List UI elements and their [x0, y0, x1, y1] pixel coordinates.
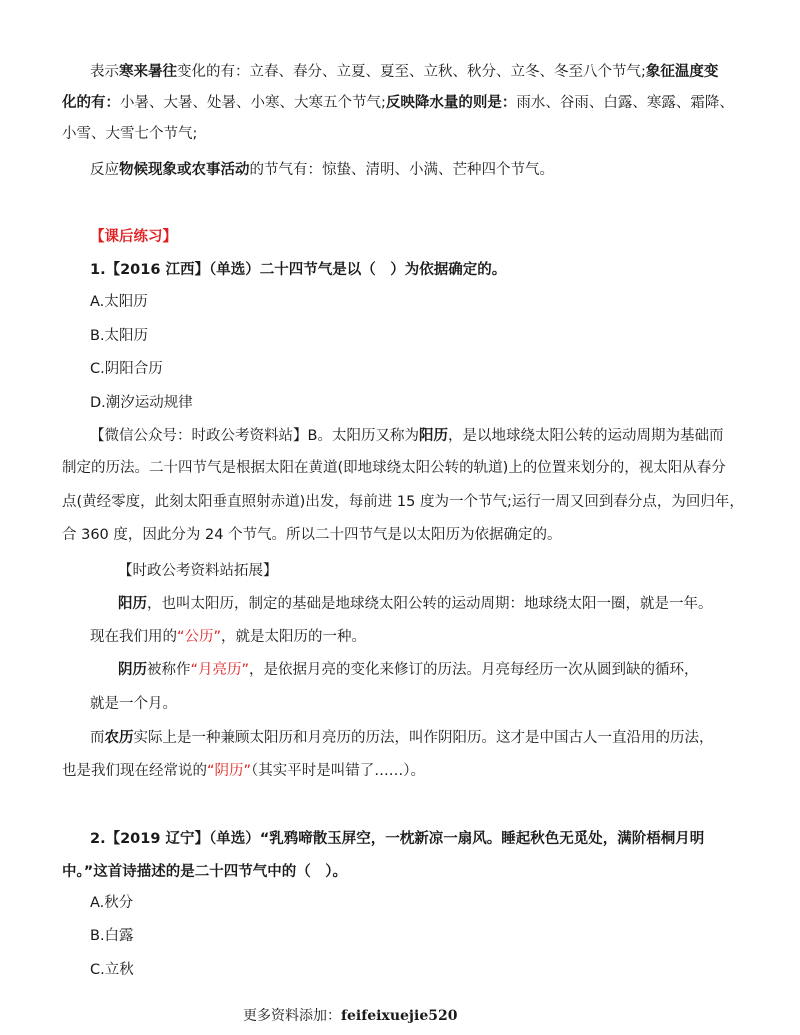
- bold-text: 物候现象或农事活动: [119, 162, 250, 178]
- bold-text: 阴历: [118, 662, 147, 678]
- q1-option-c: C.阴阳合历: [90, 361, 163, 377]
- text: 【微信公众号：时政公考资料站】B。太阳历又称为: [90, 428, 419, 444]
- text: 实际上是一种兼顾太阳历和月亮历的历法，叫作阴阳历。这才是中国古人一直沿用的历法，: [133, 730, 714, 746]
- q2-stem-line-1: 2.【2019 辽宁】（单选）“乳鸦啼散玉屏空，一枕新凉一扇风。睡起秋色无觅处，满阶梧桐月明: [90, 831, 705, 847]
- footer-note: [243, 1006, 457, 1026]
- footer-contact-id: feifeixuejie520: [341, 1008, 458, 1024]
- text: （其实平时是叫错了……）。: [251, 763, 426, 779]
- q1-answer-line-3: 点(黄经零度，此刻太阳垂直照射赤道)出发，每前进 15 度为一个节气;运行一周又回到春分点，为回归年，: [62, 494, 744, 510]
- text: ，也叫太阳历，制定的基础是地球绕太阳公转的运动周期：地球绕太阳一圈，就是一年。: [147, 596, 713, 612]
- q2-option-b: B.白露: [90, 928, 134, 944]
- intro-line-3: 小雪、大雪七个节气;: [62, 126, 198, 142]
- text: 小暑、大暑、处暑、小寒、大寒五个节气;: [120, 95, 386, 111]
- text: 雨水、谷雨、白露、寒露、霜降、: [516, 95, 734, 111]
- text: 而: [90, 730, 105, 746]
- text: 表示: [90, 64, 119, 80]
- text: 现在我们用的: [90, 629, 177, 645]
- q1-answer-line-1: [90, 426, 723, 446]
- bold-text: 反映降水量的则是：: [385, 95, 517, 111]
- red-quote: “阴历”: [207, 763, 252, 779]
- q1-option-d: D.潮汐运动规律: [90, 395, 193, 411]
- intro-line-2: [62, 93, 734, 113]
- q1-answer-line-4: 合 360 度，因此分为 24 个节气。所以二十四节气是以太阳历为依据确定的。: [62, 527, 562, 543]
- q2-option-c: C.立秋: [90, 962, 134, 978]
- bold-text: 化的有：: [62, 95, 120, 111]
- q1-option-b: B.太阳历: [90, 328, 149, 344]
- q1-answer-line-2: 制定的历法。二十四节气是根据太阳在黄道(即地球绕太阳公转的轨道)上的位置来划分的，视太阳从春分: [62, 460, 726, 476]
- expand-para-3: [118, 660, 699, 680]
- bold-text: 阳历: [418, 428, 448, 444]
- text: ，就是太阳历的一种。: [221, 629, 367, 645]
- red-quote: “月亮历”: [190, 662, 250, 678]
- bold-text: 象征温度变: [645, 64, 719, 80]
- intro-line-1: [90, 62, 718, 82]
- footer-label: 更多资料添加：: [243, 1008, 341, 1024]
- text: 的节气有：惊蛰、清明、小满、芒种四个节气。: [249, 162, 554, 178]
- text: ，是依据月亮的变化来修订的历法。月亮每经历一次从圆到缺的循环，: [249, 662, 699, 678]
- expand-para-6: [62, 761, 425, 781]
- section-title: 【课后练习】: [90, 229, 177, 245]
- text: 也是我们现在经常说的: [62, 763, 207, 779]
- expand-para-1: [118, 594, 713, 614]
- expand-para-5: [90, 728, 714, 748]
- q2-stem-line-2: 中。”这首诗描述的是二十四节气中的（ ）。: [62, 864, 348, 880]
- text: 反应: [90, 162, 119, 178]
- q2-option-a: A.秋分: [90, 895, 134, 911]
- q1-stem: 1.【2016 江西】（单选）二十四节气是以（ ）为依据确定的。: [90, 262, 507, 278]
- text: 被称作: [147, 662, 191, 678]
- bold-text: 阳历: [118, 596, 147, 612]
- text: ，是以地球绕太阳公转的运动周期为基础而: [447, 428, 724, 444]
- intro-para-2: [90, 160, 554, 180]
- bold-text: 农历: [104, 730, 134, 746]
- expand-title: 【时政公考资料站拓展】: [118, 563, 278, 579]
- text: 变化的有：立春、春分、立夏、夏至、立秋、秋分、立冬、冬至八个节气;: [177, 64, 646, 80]
- q1-option-a: A.太阳历: [90, 294, 148, 310]
- red-quote: “公历”: [177, 629, 222, 645]
- bold-text: 寒来暑往: [119, 64, 177, 80]
- expand-para-2: [90, 627, 366, 647]
- expand-para-4: 就是一个月。: [90, 696, 177, 712]
